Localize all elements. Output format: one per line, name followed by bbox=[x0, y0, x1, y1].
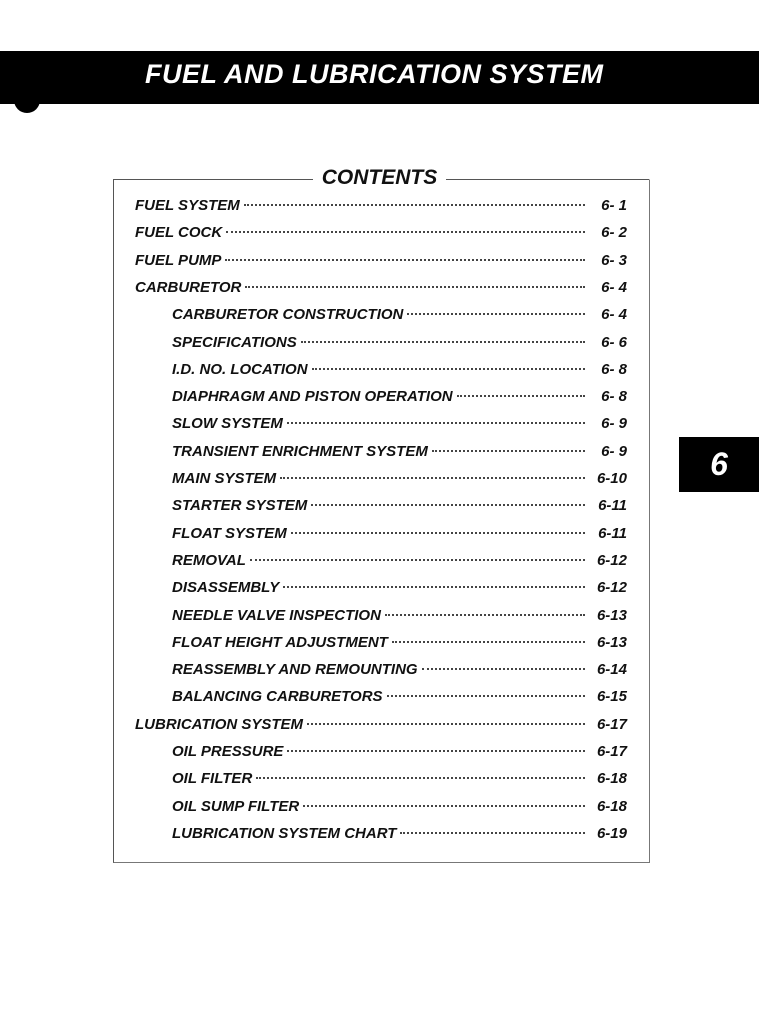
toc-entry bbox=[172, 688, 627, 710]
toc-entry bbox=[172, 415, 627, 437]
toc-entry-label: REASSEMBLY AND REMOUNTING bbox=[172, 661, 418, 678]
toc-leader-dots bbox=[312, 368, 585, 370]
toc-entry-page: 6- 6 bbox=[601, 334, 627, 351]
toc-leader-dots bbox=[280, 477, 585, 479]
toc-leader-dots bbox=[244, 204, 585, 206]
toc-leader-dots bbox=[283, 586, 585, 588]
toc-leader-dots bbox=[225, 259, 585, 261]
toc-leader-dots bbox=[256, 777, 585, 779]
chapter-tab bbox=[679, 437, 759, 492]
toc-entry bbox=[135, 716, 627, 738]
toc-entry-label: SPECIFICATIONS bbox=[172, 334, 297, 351]
toc-entry bbox=[172, 525, 627, 547]
toc-entry-label: FLOAT SYSTEM bbox=[172, 525, 287, 542]
toc-entry-label: FUEL PUMP bbox=[135, 252, 222, 269]
toc-entry-page: 6-18 bbox=[596, 798, 627, 815]
toc-entry-page: 6- 8 bbox=[601, 388, 627, 405]
toc-leader-dots bbox=[287, 750, 585, 752]
toc-entry bbox=[172, 306, 627, 328]
toc-entry-label: FUEL SYSTEM bbox=[135, 197, 240, 214]
toc-entry-page: 6-11 bbox=[598, 525, 627, 542]
toc-leader-dots bbox=[385, 614, 585, 616]
toc-entry-page: 6- 9 bbox=[601, 415, 627, 432]
toc-leader-dots bbox=[387, 695, 585, 697]
toc-entry bbox=[172, 497, 627, 519]
toc-entry bbox=[172, 579, 627, 601]
toc-entry bbox=[135, 224, 627, 246]
contents-heading: CONTENTS bbox=[321, 166, 438, 189]
toc-entry-page: 6-17 bbox=[596, 743, 627, 760]
toc-entry-page: 6- 8 bbox=[601, 361, 627, 378]
toc-leader-dots bbox=[400, 832, 585, 834]
banner-notch bbox=[14, 99, 40, 113]
toc-entry-label: CARBURETOR CONSTRUCTION bbox=[172, 306, 404, 323]
chapter-number: 6 bbox=[710, 446, 728, 482]
toc-entry-label: LUBRICATION SYSTEM bbox=[135, 716, 304, 733]
toc-leader-dots bbox=[287, 422, 585, 424]
toc-entry bbox=[135, 197, 627, 219]
chapter-title-banner bbox=[0, 51, 759, 104]
toc-leader-dots bbox=[226, 231, 585, 233]
toc-entry-label: FUEL COCK bbox=[135, 224, 223, 241]
toc-entry-page: 6- 1 bbox=[601, 197, 627, 214]
toc-entry-page: 6-13 bbox=[596, 607, 627, 624]
toc-entry bbox=[135, 279, 627, 301]
toc-entry-label: NEEDLE VALVE INSPECTION bbox=[172, 607, 381, 624]
toc-leader-dots bbox=[422, 668, 585, 670]
toc-entry bbox=[172, 770, 627, 792]
toc-entry bbox=[172, 798, 627, 820]
toc-leader-dots bbox=[457, 395, 585, 397]
toc-entry bbox=[172, 552, 627, 574]
toc-leader-dots bbox=[245, 286, 585, 288]
toc-entry-label: OIL PRESSURE bbox=[172, 743, 284, 760]
toc-entry-page: 6- 3 bbox=[601, 252, 627, 269]
toc-entry-page: 6- 4 bbox=[601, 306, 627, 323]
toc-leader-dots bbox=[392, 641, 585, 643]
toc-entry-label: OIL FILTER bbox=[172, 770, 253, 787]
toc-entry-page: 6-10 bbox=[596, 470, 627, 487]
toc-entry-label: TRANSIENT ENRICHMENT SYSTEM bbox=[172, 443, 428, 460]
chapter-title: FUEL AND LUBRICATION SYSTEM bbox=[145, 59, 604, 89]
toc-entry-page: 6-14 bbox=[596, 661, 627, 678]
toc-leader-dots bbox=[291, 532, 585, 534]
toc-entry bbox=[172, 607, 627, 629]
toc-entry-label: REMOVAL bbox=[172, 552, 246, 569]
toc-entry-page: 6-12 bbox=[596, 552, 627, 569]
toc-leader-dots bbox=[432, 450, 585, 452]
toc-entry-label: DIAPHRAGM AND PISTON OPERATION bbox=[172, 388, 453, 405]
toc-entry-page: 6-13 bbox=[596, 634, 627, 651]
toc-entry bbox=[172, 825, 627, 847]
toc-entry-page: 6- 4 bbox=[601, 279, 627, 296]
toc-leader-dots bbox=[303, 805, 585, 807]
toc-entry bbox=[172, 443, 627, 465]
toc-entry-page: 6-15 bbox=[596, 688, 627, 705]
toc-entry bbox=[172, 470, 627, 492]
toc-entry bbox=[172, 661, 627, 683]
toc-entry-label: SLOW SYSTEM bbox=[172, 415, 283, 432]
toc-entry-label: FLOAT HEIGHT ADJUSTMENT bbox=[172, 634, 388, 651]
toc-entry bbox=[172, 634, 627, 656]
toc-entry-label: MAIN SYSTEM bbox=[172, 470, 277, 487]
toc-entry-page: 6-11 bbox=[598, 497, 627, 514]
toc-entry-page: 6-17 bbox=[596, 716, 627, 733]
toc-entry-label: DISASSEMBLY bbox=[172, 579, 280, 596]
toc-entry-label: CARBURETOR bbox=[135, 279, 242, 296]
toc-entry bbox=[172, 743, 627, 765]
box-top-line-right bbox=[446, 179, 649, 180]
toc-entry-label: STARTER SYSTEM bbox=[172, 497, 308, 514]
toc-entry-page: 6-12 bbox=[596, 579, 627, 596]
box-top-line-left bbox=[113, 179, 313, 180]
toc-leader-dots bbox=[307, 723, 585, 725]
toc-entry bbox=[135, 252, 627, 274]
toc-entry-page: 6-18 bbox=[596, 770, 627, 787]
toc-entry-label: I.D. NO. LOCATION bbox=[172, 361, 308, 378]
toc-entry-label: BALANCING CARBURETORS bbox=[172, 688, 383, 705]
toc-leader-dots bbox=[250, 559, 585, 561]
toc-entry bbox=[172, 361, 627, 383]
toc-entry-page: 6- 9 bbox=[601, 443, 627, 460]
toc-leader-dots bbox=[301, 341, 585, 343]
toc-leader-dots bbox=[407, 313, 585, 315]
toc-entry-page: 6- 2 bbox=[601, 224, 627, 241]
toc-entry-label: LUBRICATION SYSTEM CHART bbox=[172, 825, 397, 842]
toc-entry-label: OIL SUMP FILTER bbox=[172, 798, 300, 815]
toc-entry bbox=[172, 388, 627, 410]
toc-entry-page: 6-19 bbox=[596, 825, 627, 842]
toc-leader-dots bbox=[311, 504, 585, 506]
toc-entry bbox=[172, 334, 627, 356]
